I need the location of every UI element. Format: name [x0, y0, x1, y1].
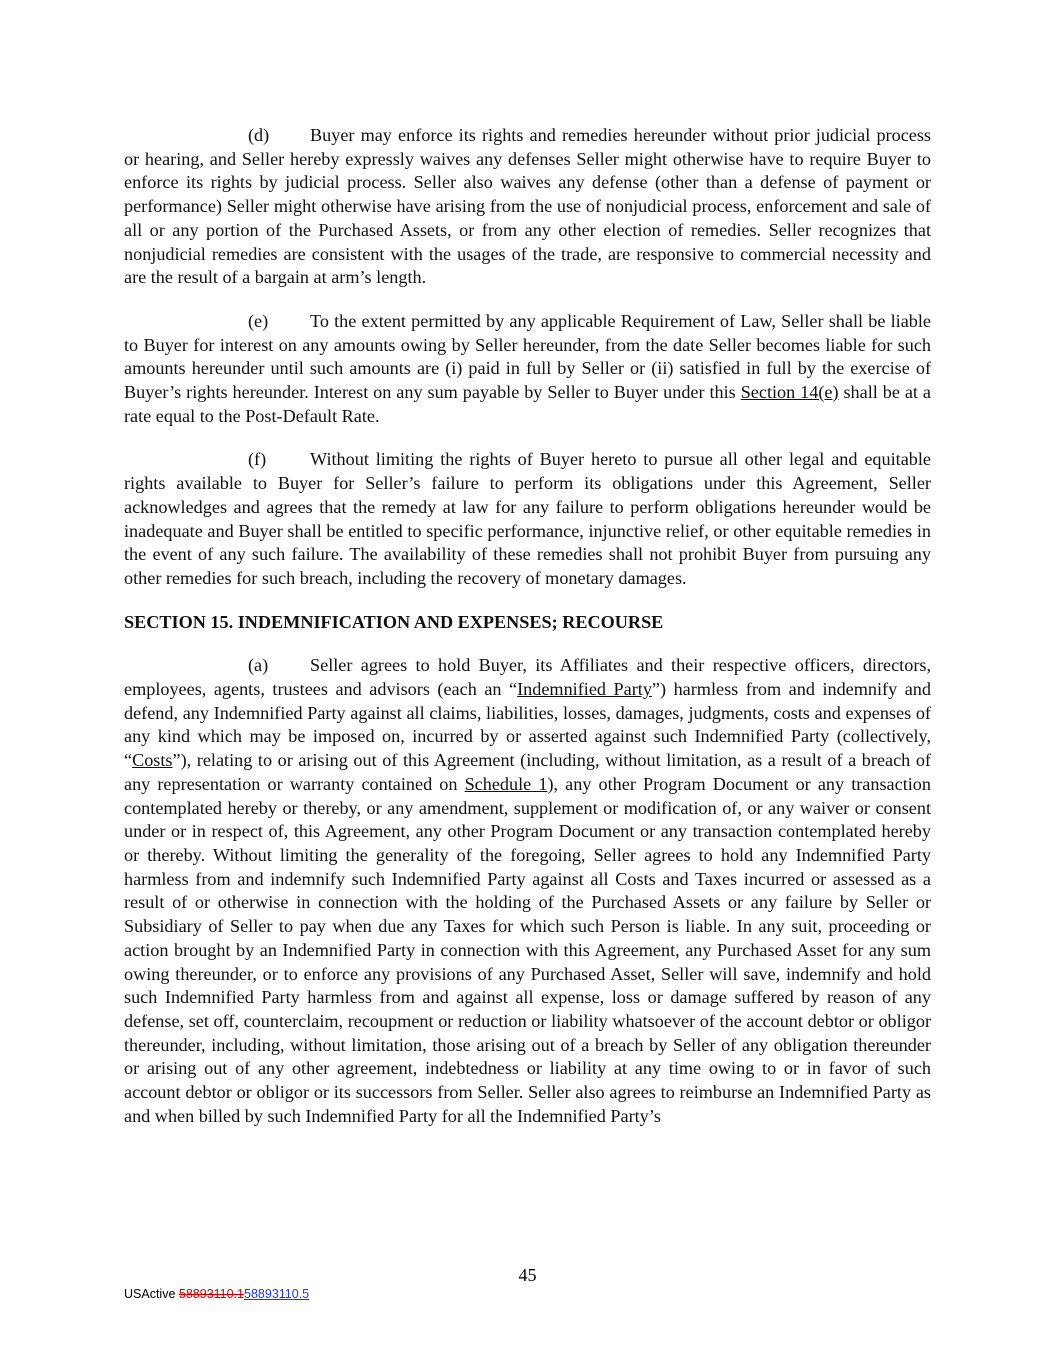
paragraph-label: (a) [248, 655, 269, 676]
paragraph-e [124, 310, 931, 429]
paragraph-text: ), any other Program Document or any transaction contemplated hereby or thereby, or any amendment, supplement or modification of, or any waiver or consent under or in respect of, this Agreement, any other Program Document or any transaction contemplated hereby or thereby. Without limiting the generality of the foregoing, Seller agrees to hold any Indemnified Party harmless from and indemnify such Indemnified Party against all Costs and Taxes incurred or assessed as a result of or otherwise in connection with the holding of the Purchased Assets or any failure by Seller or Subsidiary of Seller to pay when due any Taxes for which such Person is liable. In any suit, proceeding or action brought by an Indemnified Party in connection with this Agreement, any Purchased Asset for any sum owing thereunder, or to enforce any provisions of any Purchased Asset, Seller will save, indemnify and hold such Indemnified Party harmless from and against all expense, loss or damage suffered by reason of any defense, set off, counterclaim, recoupment or reduction or liability whatsoever of the account debtor or obligor thereunder, including, without limitation, those arising out of a breach by Seller of any obligation thereunder or arising out of any other agreement, indebtedness or liability at any time owing to or in favor of such account debtor or obligor or its successors from Seller. Seller also agrees to reimburse an Indemnified Party as and when billed by such Indemnified Party for all the Indemnified Party’s [124, 773, 931, 1126]
paragraph-text: To the extent permitted by any applicable Requirement of Law, Seller shall be liable to Buyer for interest on any amounts owing by Seller hereunder, from the date Seller becomes liable for such amounts hereunder until such amounts are (i) paid in full by Seller or (ii) satisfied in full by the exercise of Buyer’s rights hereunder. Interest on any sum payable by Seller to Buyer under this [124, 310, 931, 403]
paragraph-a [124, 654, 931, 1128]
paragraph-d [124, 124, 931, 290]
paragraph-text: Seller agrees to hold Buyer, its Affiliates and their respective officers, directors, employees, agents, trustees and advisors (each an “ [124, 655, 931, 700]
page-number: 45 [518, 1265, 537, 1285]
defined-term: Indemnified Party [517, 679, 652, 700]
schedule-reference: Schedule 1 [464, 773, 548, 794]
paragraph-text: Buyer may enforce its rights and remedies hereunder without prior judicial process or hearing, and Seller hereby expressly waives any defenses Seller might otherwise have to require Buyer to enforce its rights by judicial process. Seller also waives any defense (other than a defense of payment or performance) Seller might otherwise have arising from the use of nonjudicial process, enforcement and sale of all or any portion of the Purchased Assets, or from any other election of remedies. Seller recognizes that nonjudicial remedies are consistent with the usages of the trade, are responsive to commercial necessity and are the result of a bargain at arm’s length. [124, 125, 931, 288]
paragraph-text: ”), relating to or arising out of this Agreement (including, without limitation, as a result of a breach of any representation or warranty contained on [124, 750, 931, 794]
paragraph-label: (f) [248, 449, 267, 470]
defined-term: Costs [132, 750, 173, 771]
footer-inserted-id: 58893110.5 [244, 1287, 310, 1301]
footer-deleted-id: 58893110.1 [178, 1287, 245, 1301]
document-page [124, 124, 931, 1148]
paragraph-label: (d) [248, 125, 270, 145]
paragraph-text: shall be at a rate equal to the Post-Default Rate. [124, 382, 931, 426]
paragraph-text: ”) harmless from and indemnify and defend, any Indemnified Party against all claims, liabilities, losses, damages, judgments, costs and expenses of any kind which may be imposed on, incurred by or asserted against such Indemnified Party (collectively, “ [124, 679, 931, 771]
paragraph-text: Without limiting the rights of Buyer hereto to pursue all other legal and equitable rights available to Buyer for Seller’s failure to perform its obligations under this Agreement, Seller acknowledges and agrees that the remedy at law for any failure to perform obligations hereunder would be inadequate and Buyer shall be entitled to specific performance, injunctive relief, or other equitable remedies in the event of any such failure. The availability of these remedies shall not prohibit Buyer from pursuing any other remedies for such breach, including the recovery of monetary damages. [124, 449, 931, 588]
document-footer [124, 1287, 309, 1301]
footer-prefix: USActive [124, 1287, 179, 1301]
section-reference: Section 14(e) [740, 382, 839, 403]
paragraph-label: (e) [248, 310, 269, 331]
section-heading: SECTION 15. INDEMNIFICATION AND EXPENSES; RECOURSE [124, 611, 664, 632]
paragraph-f [124, 448, 931, 590]
